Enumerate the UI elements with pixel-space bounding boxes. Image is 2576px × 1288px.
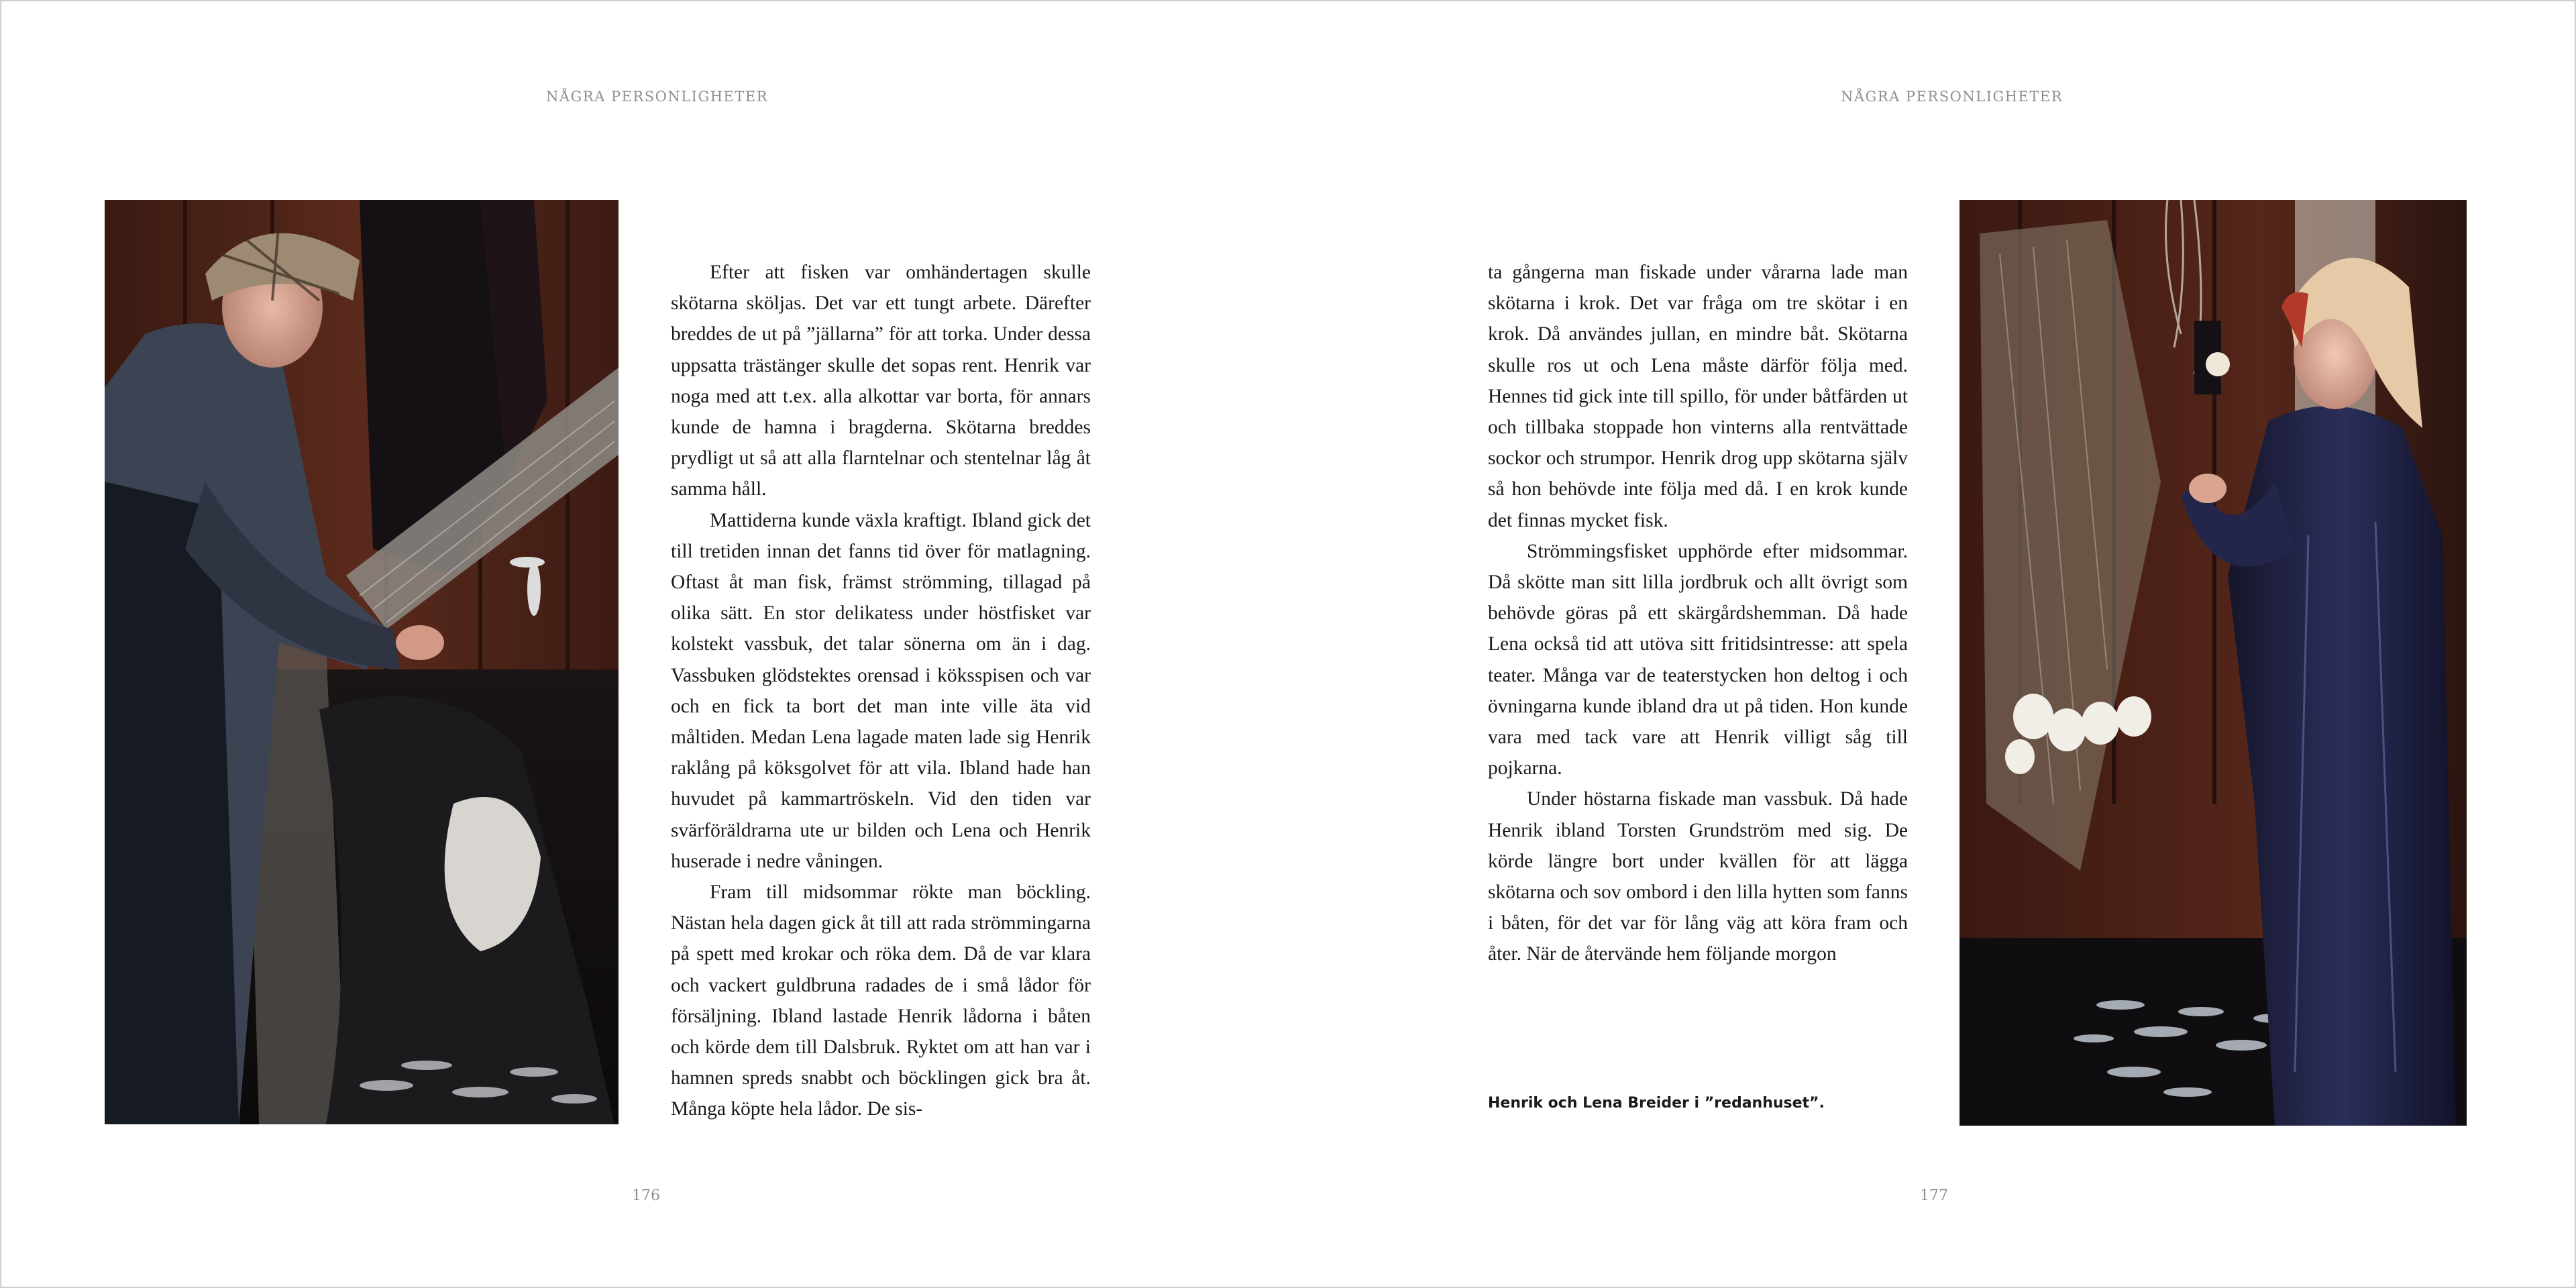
right-page <box>1289 1 2576 1288</box>
paragraph: ta gångerna man fiskade under vårarna lade man skötarna i krok. Det var fråga om tre skötar i en krok. Då användes jullan, en mindre båt. Skötarna skulle ros ut och Lena måste därför följa med. Hennes tid gick inte till spillo, för under båtfärden ut och tillbaka stoppade hon vinterns alla rentvättade sockor och strumpor. Henrik drog upp skötarna själv så hon behövde inte följa med då. I en krok kunde det finnas mycket fisk. <box>1488 262 1908 531</box>
paragraph: Efter att fisken var omhändertagen skulle skötarna sköljas. Det var ett tungt arbete. Därefter breddes de ut på ”jällarna” för att torka. Under dessa uppsatta trästänger skulle det sopas rent. Henrik var noga med att t.ex. alla alkottar var borta, för annars kunde de hamna i bragderna. Skötarna breddes prydligt ut så att alla flarntelnar och stentelnar låg åt samma håll. <box>671 262 1091 500</box>
paragraph: Mattiderna kunde växla kraftigt. Ibland gick det till tretiden innan det fanns tid över för matlagning. Oftast åt man fisk, främst strömming, tillagad på olika sätt. En stor delikatess under höstfisket var kolstekt vassbuk, det talar sönerna om än i dag. Vassbuken glödstektes orensad i köksspisen och var och en fick ta bort det man inte ville äta vid måltiden. Medan Lena lagade maten lade sig Henrik raklång på köksgolvet för att vila. Ibland hade han huvudet på kammartröskeln. Vid den tiden var svärföräldrarna ute ur bilden och Lena och Henrik huserade i nedre våningen. <box>671 509 1091 872</box>
photo-fisherwoman-lena-icon <box>1960 200 2467 1126</box>
running-head-left: NÅGRA PERSONLIGHETER <box>546 89 769 105</box>
paragraph: Under höstarna fiskade man vassbuk. Då hade Henrik ibland Torsten Grundström med sig. De körde längre bort under kvällen för att lägga skötarna och sov ombord i den lilla hytten som fanns i båten, för det var för lång väg att köra fram och åter. När de återvände hem följande morgon <box>1488 788 1908 965</box>
page-number-right: 177 <box>1920 1187 1948 1204</box>
photo-fisherman-henrik-icon <box>105 200 619 1124</box>
running-head-right: NÅGRA PERSONLIGHETER <box>1841 89 2063 105</box>
body-text-right <box>1488 257 1908 970</box>
photo-fisherman <box>105 200 619 1124</box>
paragraph: Strömmingsfisket upphörde efter midsommar. Då skötte man sitt lilla jordbruk och allt övrigt som behövde göras på ett skärgårdshemman. Då hade Lena också tid att utöva sitt fritidsintresse: att spela teater. Många var de teaterstycken hon deltog i och övningarna kunde ibland dra ut på tiden. Hon kunde vara med tack vare att Henrik villigt såg till pojkarna. <box>1488 540 1908 780</box>
paragraph: Fram till midsommar rökte man böckling. Nästan hela dagen gick åt till att rada strömmingarna på spett med krokar och röka dem. Då de var klara och vackert guldbruna radades de i små lådor för försäljning. Ibland lastade Henrik lådorna i båten och körde dem till Dalsbruk. Ryktet om att han var i hamnen spreds snabbt och böcklingen gick bra åt. Många köpte hela lådor. De sis- <box>671 881 1091 1120</box>
photo-caption: Henrik och Lena Breider i ”redanhuset”. <box>1488 1095 1825 1112</box>
photo-fisherwoman <box>1960 200 2467 1126</box>
left-page <box>1 1 1289 1288</box>
body-text-left <box>671 257 1091 1125</box>
page-number-left: 176 <box>632 1187 660 1204</box>
